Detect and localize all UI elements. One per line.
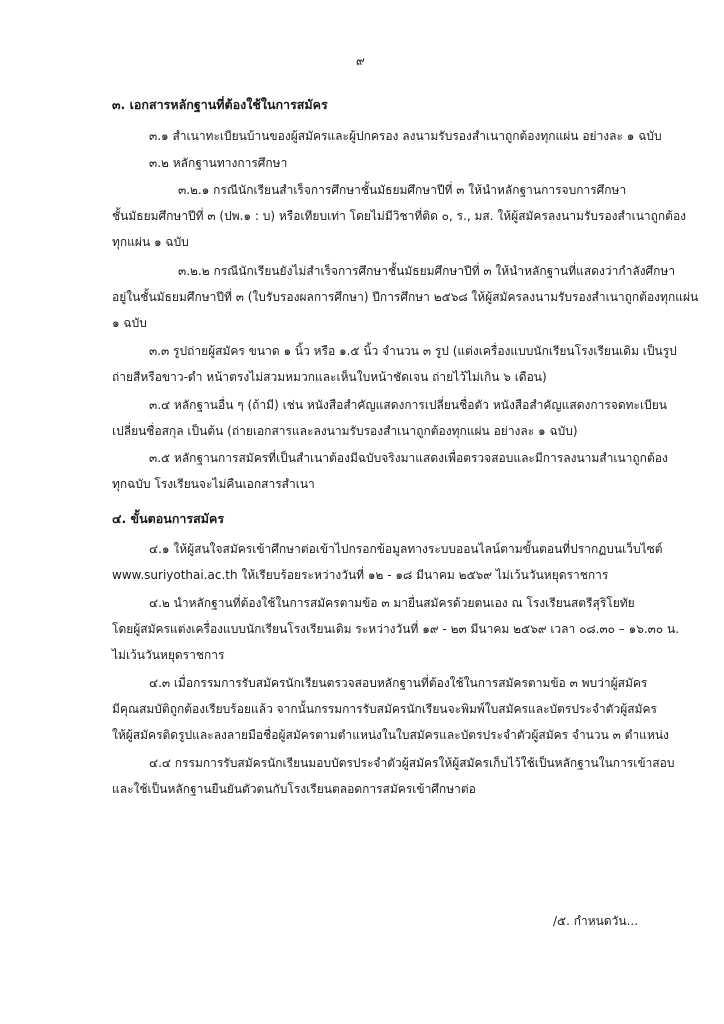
item-3-5-line-1: ๓.๕ หลักฐานการสมัครที่เป็นสำเนาต้องมีฉบับจริงมาแสดงเพื่อตรวจสอบและมีการลงนามสำเนาถูกต้อง bbox=[149, 451, 668, 465]
item-3-2-1-line-3: ทุกแผ่น ๑ ฉบับ bbox=[112, 235, 189, 249]
item-4-2-line-2: โดยผู้สมัครแต่งเครื่องแบบนักเรียนโรงเรียนเดิม ระหว่างวันที่ ๑๙ - ๒๓ มีนาคม ๒๕๖๙ เวลา ๐๘.๓๐ – ๑๖.๓๐ น. bbox=[112, 622, 680, 636]
item-3-2-1-line-2: ชั้นมัธยมศึกษาปีที่ ๓ (ปพ.๑ : บ) หรือเทียบเท่า โดยไม่มีวิชาที่ติด ๐, ร., มส. ให้ผู้สมัครลงนามรับรองสำเนาถูกต้อง bbox=[112, 209, 687, 223]
item-3-2: ๓.๒ หลักฐานทางการศึกษา bbox=[149, 156, 288, 170]
item-3-2-1-line-1: ๓.๒.๑ กรณีนักเรียนสำเร็จการศึกษาชั้นมัธยมศึกษาปีที่ ๓ ให้นำหลักฐานการจบการศึกษา bbox=[178, 183, 627, 197]
item-4-2-line-1: ๔.๒ นำหลักฐานที่ต้องใช้ในการสมัครตามข้อ ๓ มายื่นสมัครด้วยตนเอง ณ โรงเรียนสตรีสุริโยทัย bbox=[149, 596, 635, 610]
item-3-2-2-line-2: อยู่ในชั้นมัธยมศึกษาปีที่ ๓ (ใบรับรองผลการศึกษา) ปีการศึกษา ๒๕๖๘ ให้ผู้สมัครลงนามรับรองสำเนาถูกต้องทุกแผ่น bbox=[112, 290, 699, 304]
item-3-4-line-1: ๓.๔ หลักฐานอื่น ๆ (ถ้ามี) เช่น หนังสือสำคัญแสดงการเปลี่ยนชื่อตัว หนังสือสำคัญแสดงการจดทะเบียน bbox=[149, 398, 667, 412]
item-3-1: ๓.๑ สำเนาทะเบียนบ้านของผู้สมัครและผู้ปกครอง ลงนามรับรองสำเนาถูกต้องทุกแผ่น อย่างละ ๑ ฉบับ bbox=[149, 129, 662, 143]
item-3-4-line-2: เปลี่ยนชื่อสกุล เป็นต้น (ถ่ายเอกสารและลงนามรับรองสำเนาถูกต้องทุกแผ่น อย่างละ ๑ ฉบับ) bbox=[112, 424, 578, 438]
section-3-heading: ๓. เอกสารหลักฐานที่ต้องใช้ในการสมัคร bbox=[112, 97, 328, 112]
item-4-3-line-3: ให้ผู้สมัครติดรูปและลงลายมือชื่อผู้สมัครตามตำแหน่งในใบสมัครและบัตรประจำตัวผู้สมัคร จำนวน ๓ ตำแหน่ง bbox=[112, 728, 669, 742]
item-3-3-line-1: ๓.๓ รูปถ่ายผู้สมัคร ขนาด ๑ นิ้ว หรือ ๑.๕ นิ้ว จำนวน ๓ รูป (แต่งเครื่องแบบนักเรียนโรงเรียนเดิม เป็นรูป bbox=[149, 344, 677, 358]
item-4-4-line-1: ๔.๔ กรรมการรับสมัครนักเรียนมอบบัตรประจำตัวผู้สมัครให้ผู้สมัครเก็บไว้ใช้เป็นหลักฐานในการเข้าสอบ bbox=[149, 756, 675, 770]
item-4-2-line-3: ไม่เว้นวันหยุดราชการ bbox=[112, 648, 225, 662]
item-3-2-2-line-3: ๑ ฉบับ bbox=[112, 316, 147, 330]
item-4-1-line-1: ๔.๑ ให้ผู้สนใจสมัครเข้าศึกษาต่อเข้าไปกรอกข้อมูลทางระบบออนไลน์ตามขั้นตอนที่ปรากฏบนเว็บไซต์ bbox=[149, 542, 663, 556]
section-4-heading: ๔. ขั้นตอนการสมัคร bbox=[112, 511, 225, 526]
item-3-5-line-2: ทุกฉบับ โรงเรียนจะไม่คืนเอกสารสำเนา bbox=[112, 477, 315, 491]
item-3-2-2-line-1: ๓.๒.๒ กรณีนักเรียนยังไม่สำเร็จการศึกษาชั้นมัธยมศึกษาปีที่ ๓ ให้นำหลักฐานที่แสดงว่ากำลังศึกษา bbox=[178, 264, 676, 278]
item-3-3-line-2: ถ่ายสีหรือขาว-ดำ หน้าตรงไม่สวมหมวกและเห็นใบหน้าชัดเจน ถ่ายไว้ไม่เกิน ๖ เดือน) bbox=[112, 370, 547, 384]
item-4-4-line-2: และใช้เป็นหลักฐานยืนยันตัวตนกับโรงเรียนตลอดการสมัครเข้าศึกษาต่อ bbox=[112, 782, 476, 796]
page-number: ๙ bbox=[356, 54, 365, 68]
item-4-3-line-2: มีคุณสมบัติถูกต้องเรียบร้อยแล้ว จากนั้นกรรมการรับสมัครนักเรียนจะพิมพ์ใบสมัครและบัตรประจำตัวผู้สมัคร bbox=[112, 702, 657, 716]
continuation-marker: /๕. กำหนดวัน... bbox=[553, 914, 639, 928]
item-4-1-line-2: www.suriyothai.ac.th ให้เรียบร้อยระหว่างวันที่ ๑๒ - ๑๘ มีนาคม ๒๕๖๙ ไม่เว้นวันหยุดราชการ bbox=[112, 568, 609, 582]
item-4-3-line-1: ๔.๓ เมื่อกรรมการรับสมัครนักเรียนตรวจสอบหลักฐานที่ต้องใช้ในการสมัครตามข้อ ๓ พบว่าผู้สมัคร bbox=[149, 676, 648, 690]
